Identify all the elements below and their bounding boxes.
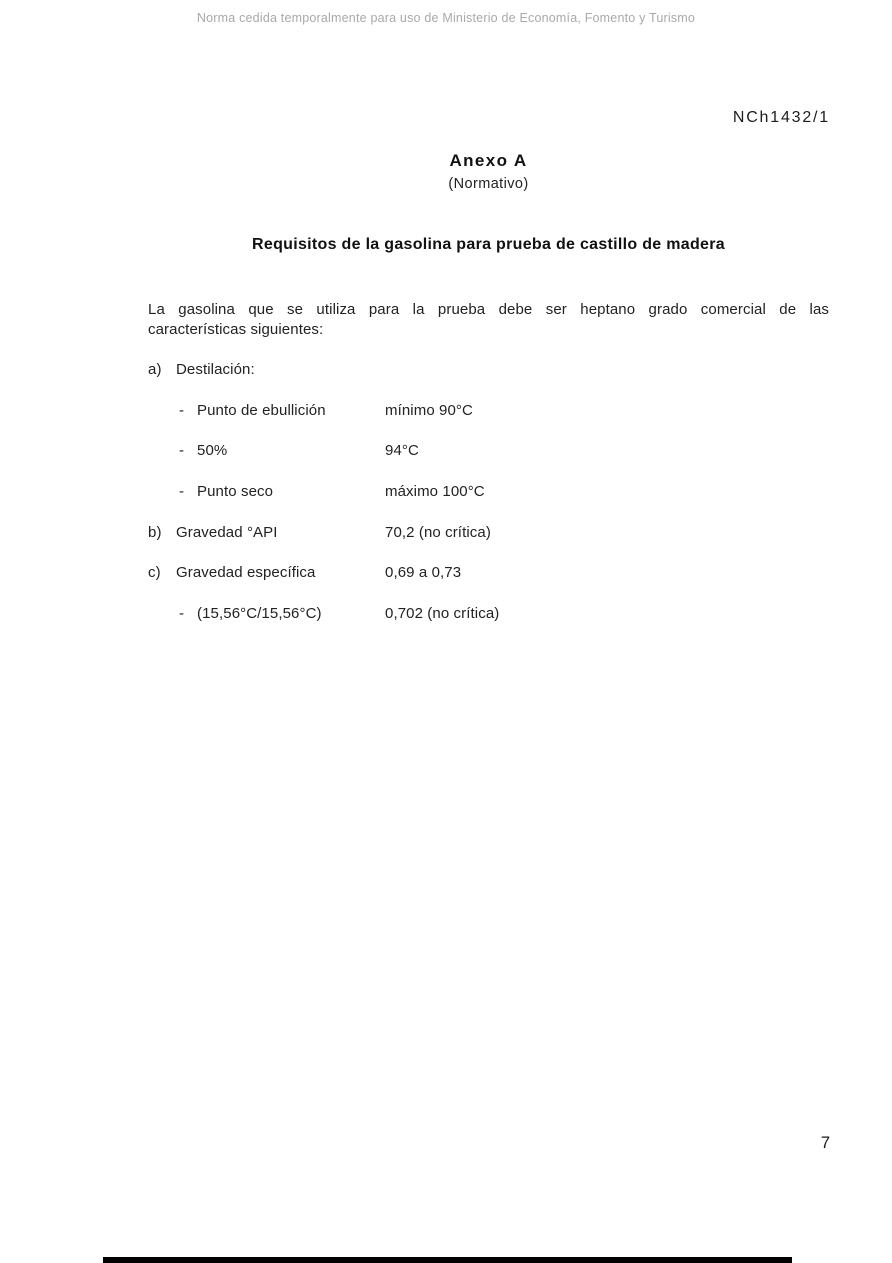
doc-code: NCh1432/1 bbox=[732, 109, 830, 126]
list-subrow-specific-gravity-temp bbox=[148, 606, 829, 622]
list-row-a bbox=[148, 362, 829, 378]
dash-marker: - bbox=[179, 401, 185, 419]
item-label: 50% bbox=[197, 442, 228, 460]
annex-subtitle: (Normativo) bbox=[448, 176, 529, 192]
scan-edge-bar bbox=[103, 1257, 792, 1263]
item-label: Punto seco bbox=[197, 483, 274, 501]
list-subrow-50pct bbox=[148, 443, 829, 459]
annex-heading bbox=[148, 151, 829, 192]
item-value: 0,702 (no crítica) bbox=[385, 605, 500, 623]
watermark-text: Norma cedida temporalmente para uso de Ministerio de Economía, Fomento y Turismo bbox=[196, 11, 696, 25]
dash-marker: - bbox=[179, 605, 185, 623]
list-row-c bbox=[148, 565, 829, 581]
dash-marker: - bbox=[179, 442, 185, 460]
item-marker: a) bbox=[148, 361, 162, 378]
spec-list bbox=[148, 362, 829, 647]
item-label: Gravedad específica bbox=[176, 564, 316, 582]
intro-line-2: características siguientes: bbox=[148, 321, 324, 338]
item-marker: b) bbox=[148, 523, 162, 541]
item-label: Gravedad °API bbox=[176, 523, 278, 541]
item-value: 0,69 a 0,73 bbox=[385, 564, 462, 582]
intro-paragraph bbox=[148, 300, 829, 340]
intro-line-1: La gasolina que se utiliza para la prueba debe ser heptano grado comercial de las bbox=[148, 301, 829, 318]
indent-spacer bbox=[148, 403, 179, 419]
section-title: Requisitos de la gasolina para prueba de castillo de madera bbox=[252, 236, 725, 253]
list-row-b bbox=[148, 525, 829, 541]
item-value: mínimo 90°C bbox=[385, 401, 473, 419]
list-subrow-boiling-point bbox=[148, 403, 829, 419]
indent-spacer bbox=[148, 606, 179, 622]
item-label: (15,56°C/15,56°C) bbox=[197, 605, 322, 623]
item-value: 94°C bbox=[385, 442, 419, 460]
annex-title: Anexo A bbox=[449, 151, 528, 170]
list-subrow-dry-point bbox=[148, 484, 829, 500]
item-value: máximo 100°C bbox=[385, 483, 485, 501]
item-value: 70,2 (no crítica) bbox=[385, 523, 491, 541]
item-marker: c) bbox=[148, 564, 161, 582]
item-label: Punto de ebullición bbox=[197, 401, 326, 419]
page-number: 7 bbox=[820, 1134, 830, 1152]
item-label: Destilación: bbox=[176, 361, 255, 378]
indent-spacer bbox=[148, 443, 179, 459]
dash-marker: - bbox=[179, 483, 185, 501]
indent-spacer bbox=[148, 484, 179, 500]
